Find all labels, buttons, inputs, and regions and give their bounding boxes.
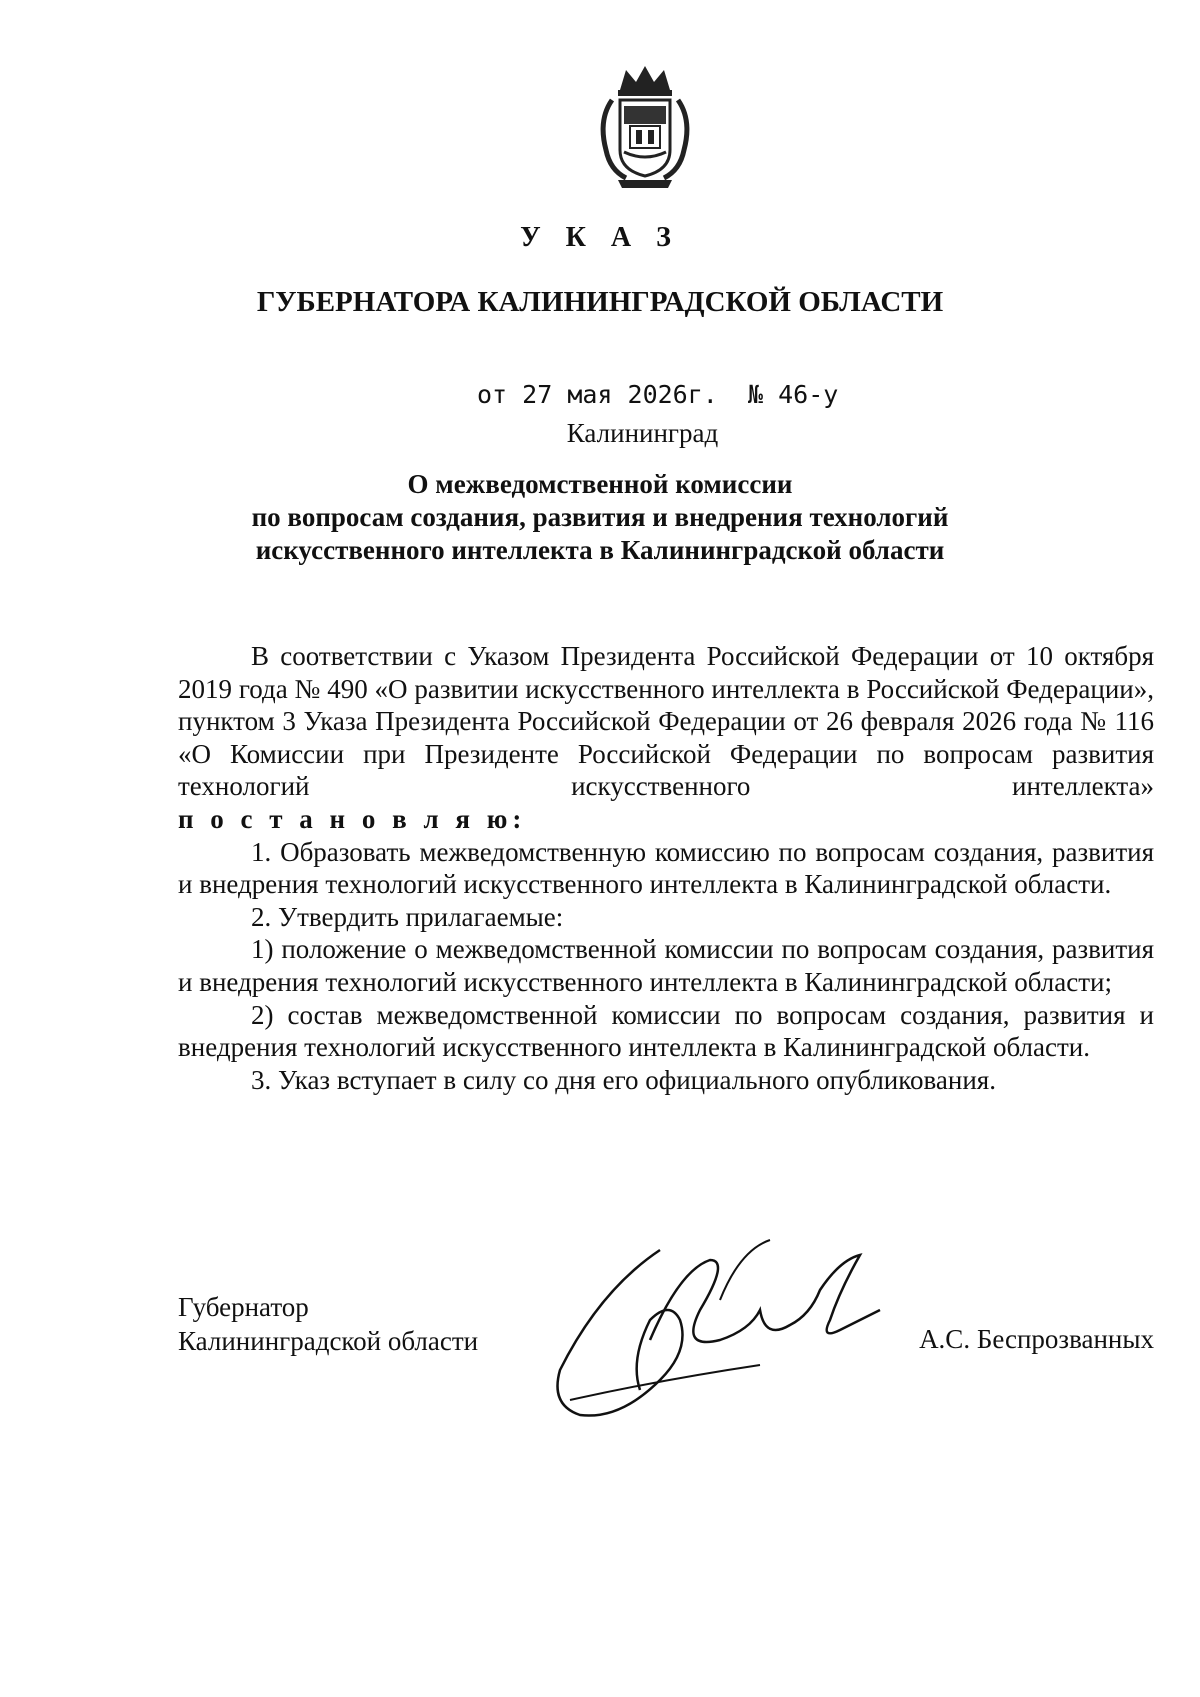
item-2-2: 2) состав межведомственной комиссии по вопросам создания, развития и внедрения технологий искусственного интеллекта в Калининградской области. <box>178 999 1154 1063</box>
decree-date: 27 мая 2026 <box>522 380 688 409</box>
document-title: У К А З <box>520 222 680 253</box>
subject-line-3: искусственного интеллекта в Калининградской области <box>255 535 945 565</box>
subject-line-1: О межведомственной комиссии <box>407 469 793 499</box>
city-line <box>0 418 1200 449</box>
handwritten-signature <box>540 1230 940 1430</box>
document-issuer: ГУБЕРНАТОРА КАЛИНИНГРАДСКОЙ ОБЛАСТИ <box>256 286 944 318</box>
preamble: В соответствии с Указом Президента Российской Федерации от 10 октября 2019 года № 490 «О развитии искусственного интеллекта в Российской Федерации», пунктом 3 Указа Президента Российской Федерации от 26 февраля 2026 года № 116 «О Комиссии при Президенте Российской Федерации по вопросам развития технологий искусственного интеллекта» <box>178 641 1154 802</box>
subject-line-2: по вопросам создания, развития и внедрения технологий <box>251 502 949 532</box>
signatory-name: А.С. Беспрозванных <box>919 1324 1154 1354</box>
year-suffix: г. <box>687 380 718 409</box>
city: Калининград <box>566 418 719 448</box>
decree-subject <box>0 468 1200 567</box>
item-2: 2. Утвердить прилагаемые: <box>251 901 564 932</box>
item-3: 3. Указ вступает в силу со дня его официального опубликования. <box>251 1064 996 1095</box>
coat-of-arms-emblem <box>590 60 700 190</box>
number-sign: № <box>747 380 764 409</box>
date-prefix: от <box>477 380 508 409</box>
signatory-position <box>178 1290 478 1358</box>
decree-number: 46-у <box>778 380 839 409</box>
item-2-1: 1) положение о межведомственной комиссии по вопросам создания, развития и внедрения технологий искусственного интеллекта в Калининградской области; <box>178 934 1154 997</box>
decree-body <box>178 640 1154 1096</box>
position-line-2: Калининградской области <box>178 1326 479 1356</box>
position-line-1: Губернатор <box>178 1292 309 1322</box>
dateline <box>477 380 838 409</box>
item-1: 1. Образовать межведомственную комиссию по вопросам создания, развития и внедрения технологий искусственного интеллекта в Калининградской области. <box>178 836 1154 900</box>
decree-word: п о с т а н о в л я ю: <box>178 803 527 834</box>
